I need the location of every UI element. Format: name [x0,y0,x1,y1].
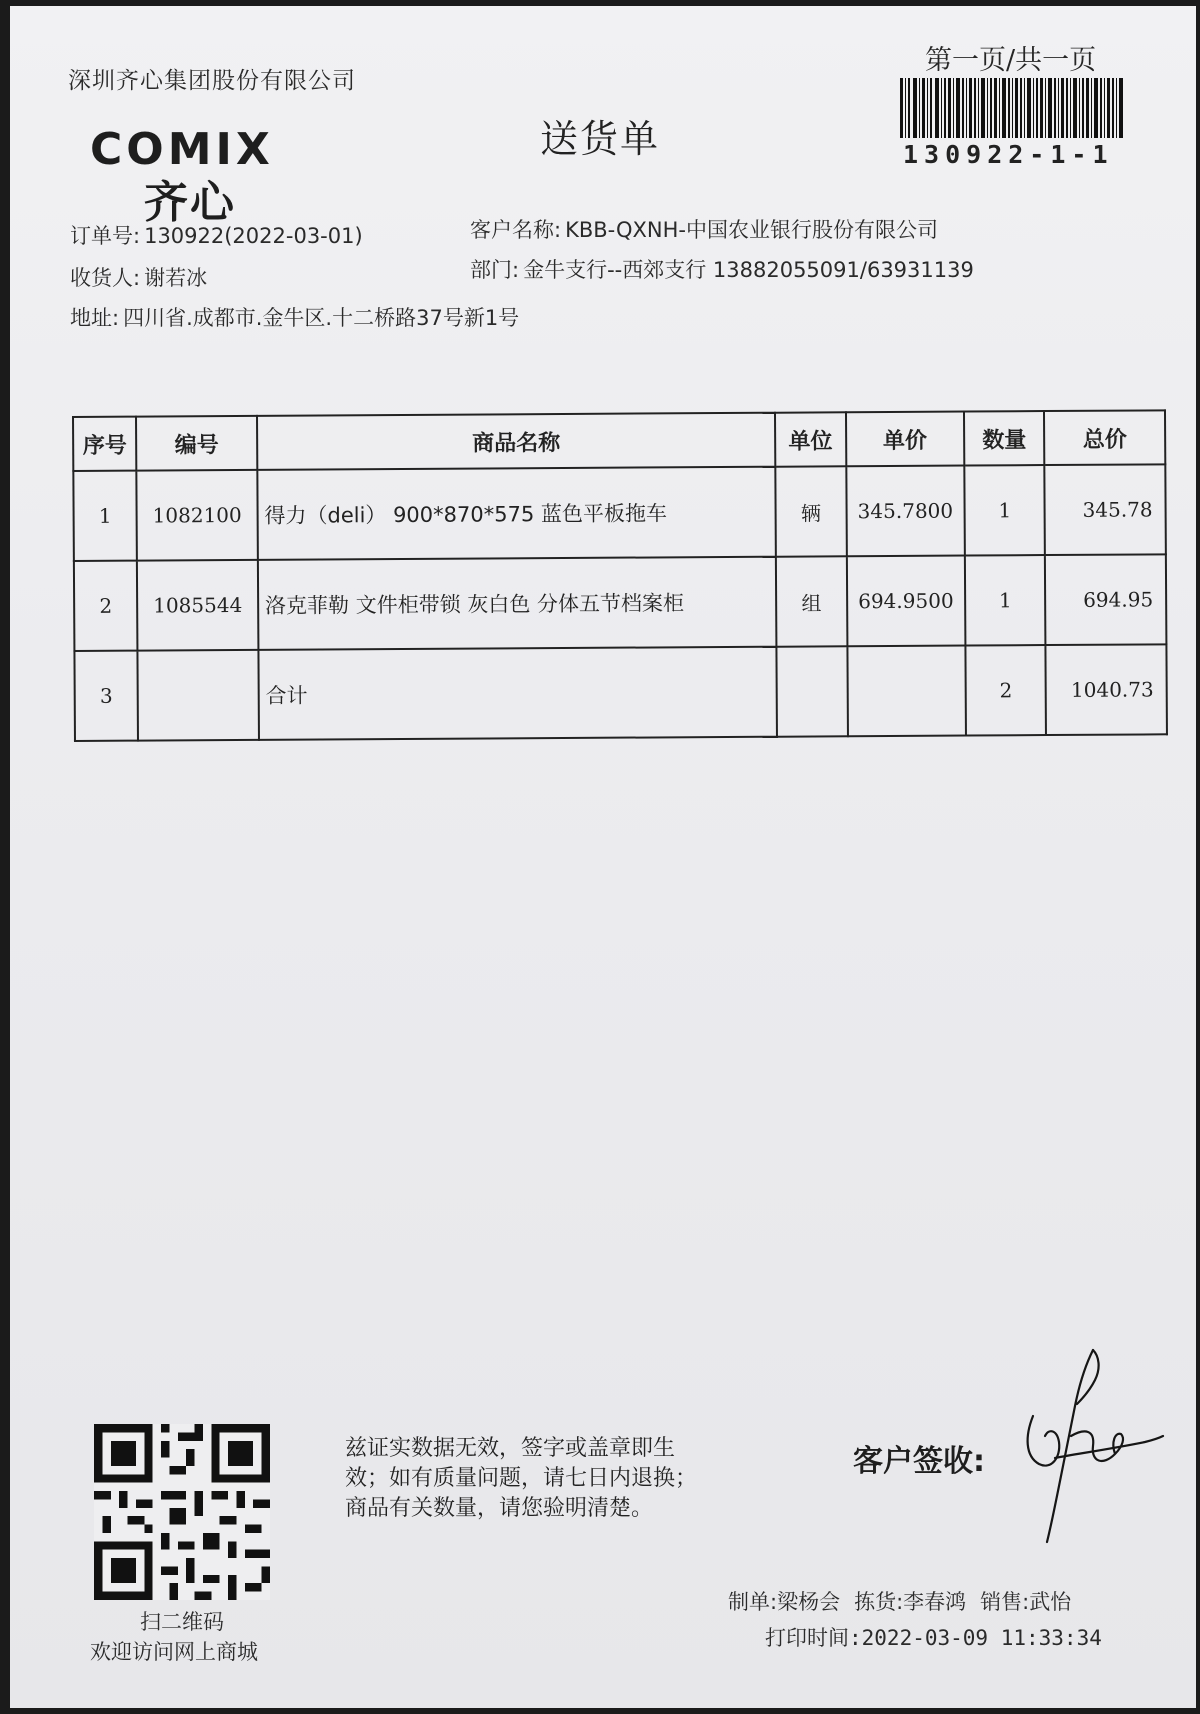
order-number-label: 订单号: [70,224,141,248]
cell-quantity: 2 [965,645,1046,735]
cell-unit-price: 345.7800 [846,466,965,557]
staff-info [728,1586,1085,1616]
receiver-label: 收货人: [70,266,141,290]
items-table [72,409,1168,742]
header-unit: 单位 [775,412,846,466]
customer-name-value: KBB-QXNH-中国农业银行股份有限公司 [565,218,939,242]
salesperson: 销售:武怡 [980,1590,1072,1614]
order-number-value: 130922(2022-03-01) [144,224,363,248]
cell-quantity: 1 [965,555,1046,645]
qr-code [94,1424,270,1600]
receiver [70,262,207,292]
cell-product-name: 合计 [258,647,777,740]
qr-caption-scan: 扫二维码 [140,1610,224,1634]
qixin-logo: 齐心 [144,177,236,228]
department-value: 金牛支行--西郊支行 13882055091/63931139 [523,258,974,282]
header-code: 编号 [136,416,257,471]
header-seq: 序号 [73,417,137,471]
cell-unit-price [847,646,966,737]
cell-code: 1085544 [137,560,258,651]
cell-code [138,650,259,741]
delivery-note [10,6,1196,1708]
table-row [73,464,1166,561]
cell-seq: 2 [74,561,138,651]
address-value: 四川省.成都市.金牛区.十二桥路37号新1号 [123,306,520,330]
customer-name [470,214,938,244]
cell-seq: 3 [74,651,138,741]
cell-unit [777,646,848,736]
cell-product-name: 得力（deli） 900*870*575 蓝色平板拖车 [257,467,776,560]
cell-unit: 辆 [776,466,847,556]
table-header-row [73,410,1165,471]
qr-caption-visit: 欢迎访问网上商城 [90,1640,258,1664]
cell-unit: 组 [776,556,847,646]
cell-total: 1040.73 [1046,644,1167,735]
customer-sign-label: 客户签收: [853,1444,985,1479]
table-row-total [74,644,1167,741]
handwritten-signature [1015,1346,1165,1546]
customer-name-label: 客户名称: [470,218,562,242]
maker: 制单:梁杨会 [728,1590,841,1614]
notice-line: 商品有关数量，请您验明清楚。 [345,1496,654,1521]
cell-unit-price: 694.9500 [846,556,965,647]
header-total: 总价 [1044,410,1165,465]
notice-text [345,1434,745,1524]
barcode [900,78,1125,138]
comix-logo: COMIX [90,124,274,175]
header-quantity: 数量 [964,411,1045,465]
cell-quantity: 1 [964,465,1045,555]
cell-total: 345.78 [1045,464,1166,555]
address [70,302,519,332]
order-number [70,220,363,250]
receiver-value: 谢若冰 [144,266,208,290]
header-product-name: 商品名称 [257,413,776,470]
picker: 拣货:李春鸿 [854,1590,967,1614]
notice-line: 效；如有质量问题，请七日内退换； [345,1466,698,1491]
header-unit-price: 单价 [845,412,964,467]
table-row [74,554,1167,651]
cell-code: 1082100 [137,470,258,561]
cell-product-name: 洛克菲勒 文件柜带锁 灰白色 分体五节档案柜 [258,557,777,650]
page-indicator: 第一页/共一页 [925,45,1097,76]
print-time: 打印时间:2022-03-09 11:33:34 [765,1626,1102,1650]
barcode-number: 130922-1-1 [903,140,1114,169]
address-label: 地址: [70,306,120,330]
department-label: 部门: [470,258,520,282]
company-name: 深圳齐心集团股份有限公司 [68,68,356,94]
document-title: 送货单 [540,117,661,161]
cell-seq: 1 [73,471,137,561]
department [470,254,974,284]
cell-total: 694.95 [1045,554,1166,645]
notice-line: 兹证实数据无效，签字或盖章即生 [345,1436,676,1461]
